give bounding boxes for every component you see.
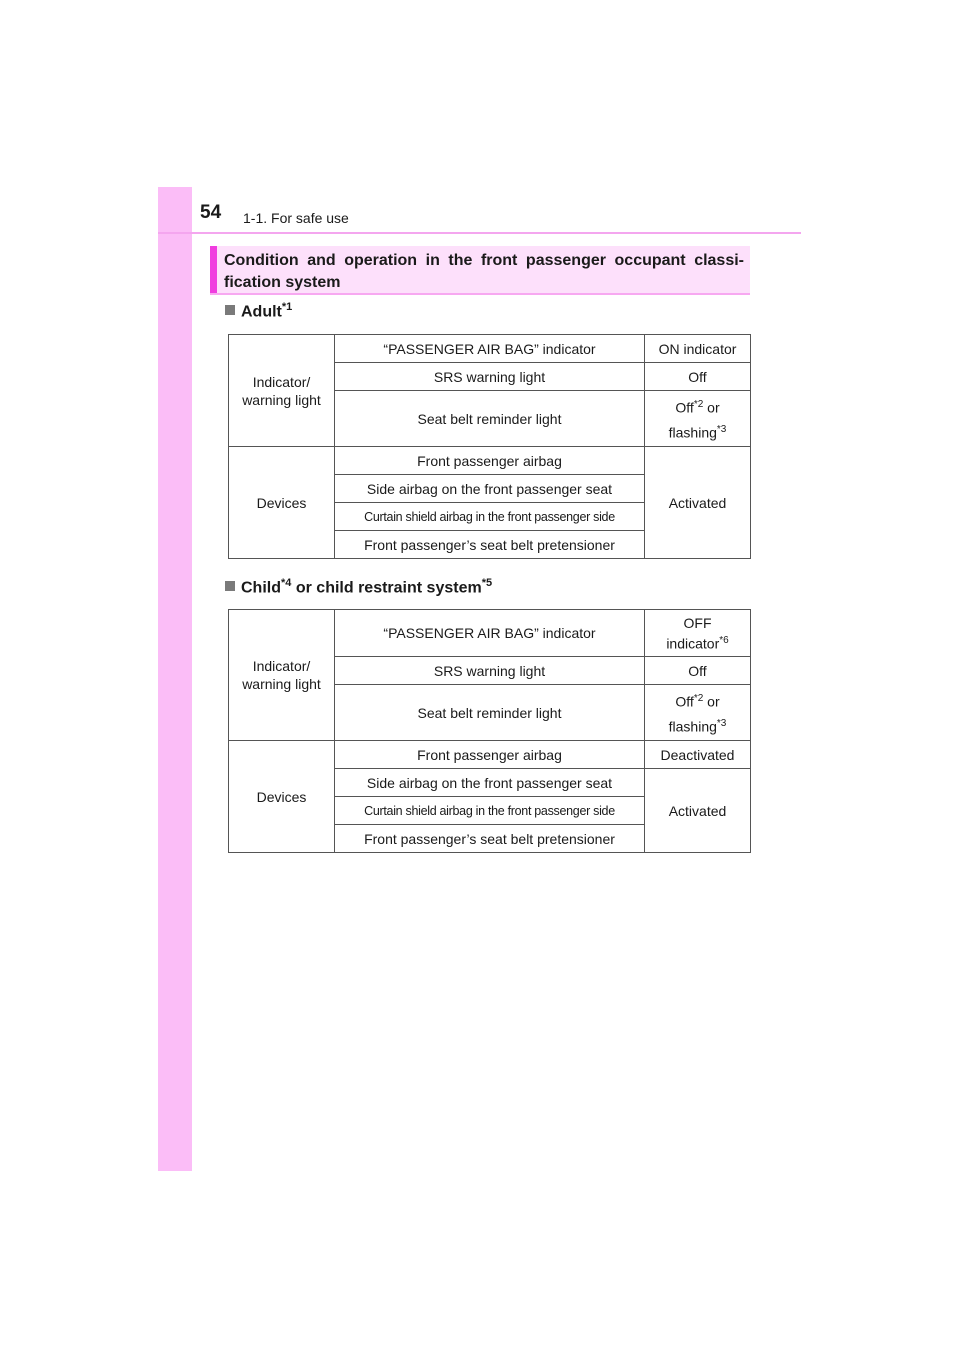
- child-devices-label: Devices: [229, 741, 335, 853]
- child-pab-indicator-label: “PASSENGER AIR BAG” indicator: [335, 610, 645, 657]
- adult-curtain-airbag: Curtain shield airbag in the front passenger side: [335, 503, 645, 531]
- table-row: [229, 335, 751, 363]
- table-row: [229, 610, 751, 657]
- adult-devices-status: Activated: [645, 447, 751, 559]
- off-text: OFF: [683, 614, 712, 631]
- adult-devices-label: Devices: [229, 447, 335, 559]
- child-title: Child: [241, 579, 281, 597]
- section-title: 1-1. For safe use: [243, 210, 349, 226]
- adult-srs-value: Off: [645, 363, 751, 391]
- child-devices-status: Activated: [645, 769, 751, 853]
- adult-pab-indicator-label: “PASSENGER AIR BAG” indicator: [335, 335, 645, 363]
- child-subhead: [225, 577, 492, 597]
- child-seatbelt-label: Seat belt reminder light: [335, 685, 645, 741]
- child-pab-indicator-value: [645, 610, 751, 657]
- child-seatbelt-value: [645, 685, 751, 741]
- adult-seatbelt-value: [645, 391, 751, 447]
- seatbelt-flashing-text: flashing: [668, 718, 717, 735]
- header-line: [158, 232, 801, 234]
- section-heading: [210, 246, 750, 295]
- seatbelt-flashing-text: flashing: [668, 424, 717, 441]
- adult-table: [228, 334, 751, 559]
- child-title-note-2: *5: [481, 577, 493, 589]
- footnote-mark: *3: [716, 717, 727, 729]
- adult-pab-indicator-value: ON indicator: [645, 335, 751, 363]
- page-number: 54: [200, 202, 222, 223]
- seatbelt-off-text: Off: [675, 693, 694, 710]
- adult-indicator-label: Indicator/ warning light: [229, 335, 335, 447]
- child-title-note: *4: [281, 577, 292, 589]
- child-srs-value: Off: [645, 657, 751, 685]
- square-bullet-icon: [225, 581, 235, 591]
- child-title-rest: or child restraint system: [291, 579, 482, 597]
- footnote-mark: *2: [693, 692, 704, 704]
- heading-accent-bar: [210, 246, 217, 293]
- table-row: [229, 447, 751, 475]
- heading-text: Condition and operation in the front passenger occupant classi-fication system: [224, 252, 744, 291]
- side-strip: [158, 187, 192, 1171]
- adult-pretensioner: Front passenger’s seat belt pretensioner: [335, 531, 645, 559]
- adult-front-airbag: Front passenger airbag: [335, 447, 645, 475]
- child-srs-label: SRS warning light: [335, 657, 645, 685]
- child-table: [228, 609, 751, 853]
- child-front-airbag-status: Deactivated: [645, 741, 751, 769]
- seatbelt-off-text: Off: [675, 399, 694, 416]
- child-curtain-airbag: Curtain shield airbag in the front passenger side: [335, 797, 645, 825]
- adult-side-airbag: Side airbag on the front passenger seat: [335, 475, 645, 503]
- footnote-mark: *6: [719, 634, 729, 646]
- indicator-text: indicator: [666, 635, 720, 652]
- adult-title-note: *1: [281, 301, 293, 313]
- adult-title: Adult: [241, 303, 282, 321]
- adult-seatbelt-label: Seat belt reminder light: [335, 391, 645, 447]
- child-pretensioner: Front passenger’s seat belt pretensioner: [335, 825, 645, 853]
- adult-subhead: [225, 301, 292, 321]
- square-bullet-icon: [225, 305, 235, 315]
- child-indicator-label: Indicator/ warning light: [229, 610, 335, 741]
- footnote-mark: *2: [693, 398, 704, 410]
- child-front-airbag: Front passenger airbag: [335, 741, 645, 769]
- adult-srs-label: SRS warning light: [335, 363, 645, 391]
- child-side-airbag: Side airbag on the front passenger seat: [335, 769, 645, 797]
- table-row: [229, 741, 751, 769]
- seatbelt-or-text: or: [703, 693, 720, 710]
- footnote-mark: *3: [716, 423, 727, 435]
- seatbelt-or-text: or: [703, 399, 720, 416]
